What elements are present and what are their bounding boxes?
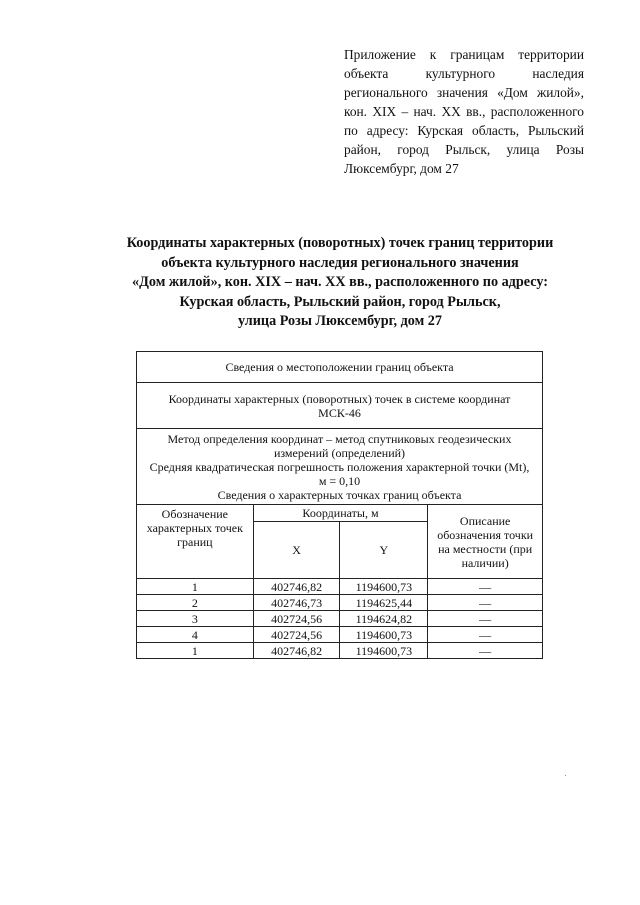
appendix-note <box>344 45 584 178</box>
point-y: 1194624,82 <box>340 611 428 627</box>
title-line-3: «Дом жилой», кон. XIX – нач. XX вв., расположенного по адресу: <box>132 274 548 290</box>
point-x: 402724,56 <box>253 627 340 643</box>
title-line-2: объекта культурного наследия регионального значения <box>161 254 519 271</box>
point-id: 2 <box>137 595 254 611</box>
appendix-line-5: расположенного по адресу: Курская <box>344 104 584 138</box>
method-cell <box>137 429 543 505</box>
appendix-line-1: Приложение к границам территории <box>344 47 584 62</box>
point-description: — <box>428 643 543 659</box>
accuracy-text: Средняя квадратическая погрешность положения характерной точки (Mt), м = 0,10 <box>149 459 530 488</box>
coordinates-table <box>136 351 543 659</box>
point-y: 1194625,44 <box>340 595 428 611</box>
point-x: 402746,73 <box>253 595 340 611</box>
table-row <box>137 579 543 595</box>
table-row <box>137 611 543 627</box>
point-description: — <box>428 579 543 595</box>
point-description: — <box>428 627 543 643</box>
table-row <box>137 627 543 643</box>
col-coordinates-header: Координаты, м <box>253 505 428 522</box>
section-heading: Сведения о местоположении границ объекта <box>137 352 543 383</box>
col-y-header: Y <box>340 522 428 579</box>
point-y: 1194600,73 <box>340 579 428 595</box>
method-text: Метод определения координат – метод спутниковых геодезических измерений (определений) <box>167 431 512 460</box>
appendix-line-6: область, Рыльский район, город <box>344 123 584 157</box>
point-description: — <box>428 595 543 611</box>
appendix-line-2: объекта культурного наследия <box>344 66 584 81</box>
title-line-4: Курская область, Рыльский район, город Рыльск, <box>179 293 501 310</box>
col-x-header: X <box>253 522 340 579</box>
table-row <box>137 595 543 611</box>
table-row <box>137 643 543 659</box>
title-line-1: Координаты характерных (поворотных) точек границ территории <box>126 235 554 251</box>
point-id: 1 <box>137 579 254 595</box>
document-title <box>60 234 620 332</box>
title-line-5: улица Розы Люксембург, дом 27 <box>238 313 442 329</box>
appendix-line-8: дом 27 <box>420 161 459 176</box>
col-designation-header: Обозначение характерных точек границ <box>137 505 254 579</box>
point-id: 3 <box>137 611 254 627</box>
point-id: 1 <box>137 643 254 659</box>
point-description: — <box>428 611 543 627</box>
points-heading: Сведения о характерных точках границ объекта <box>217 487 462 502</box>
col-description-header: Описание обозначения точки на местности (при наличии) <box>428 505 543 579</box>
scan-speck <box>565 775 566 776</box>
appendix-line-7: Рыльск, улица Розы Люксембург, <box>344 142 584 176</box>
appendix-line-3: регионального значения «Дом <box>344 85 528 100</box>
point-x: 402746,82 <box>253 643 340 659</box>
coord-system-cell: Координаты характерных (поворотных) точек в системе координат МСК-46 <box>137 383 543 429</box>
point-y: 1194600,73 <box>340 643 428 659</box>
point-y: 1194600,73 <box>340 627 428 643</box>
appendix-line-4: жилой», кон. XIX – нач. XX вв., <box>344 85 584 119</box>
point-x: 402746,82 <box>253 579 340 595</box>
point-x: 402724,56 <box>253 611 340 627</box>
point-id: 4 <box>137 627 254 643</box>
